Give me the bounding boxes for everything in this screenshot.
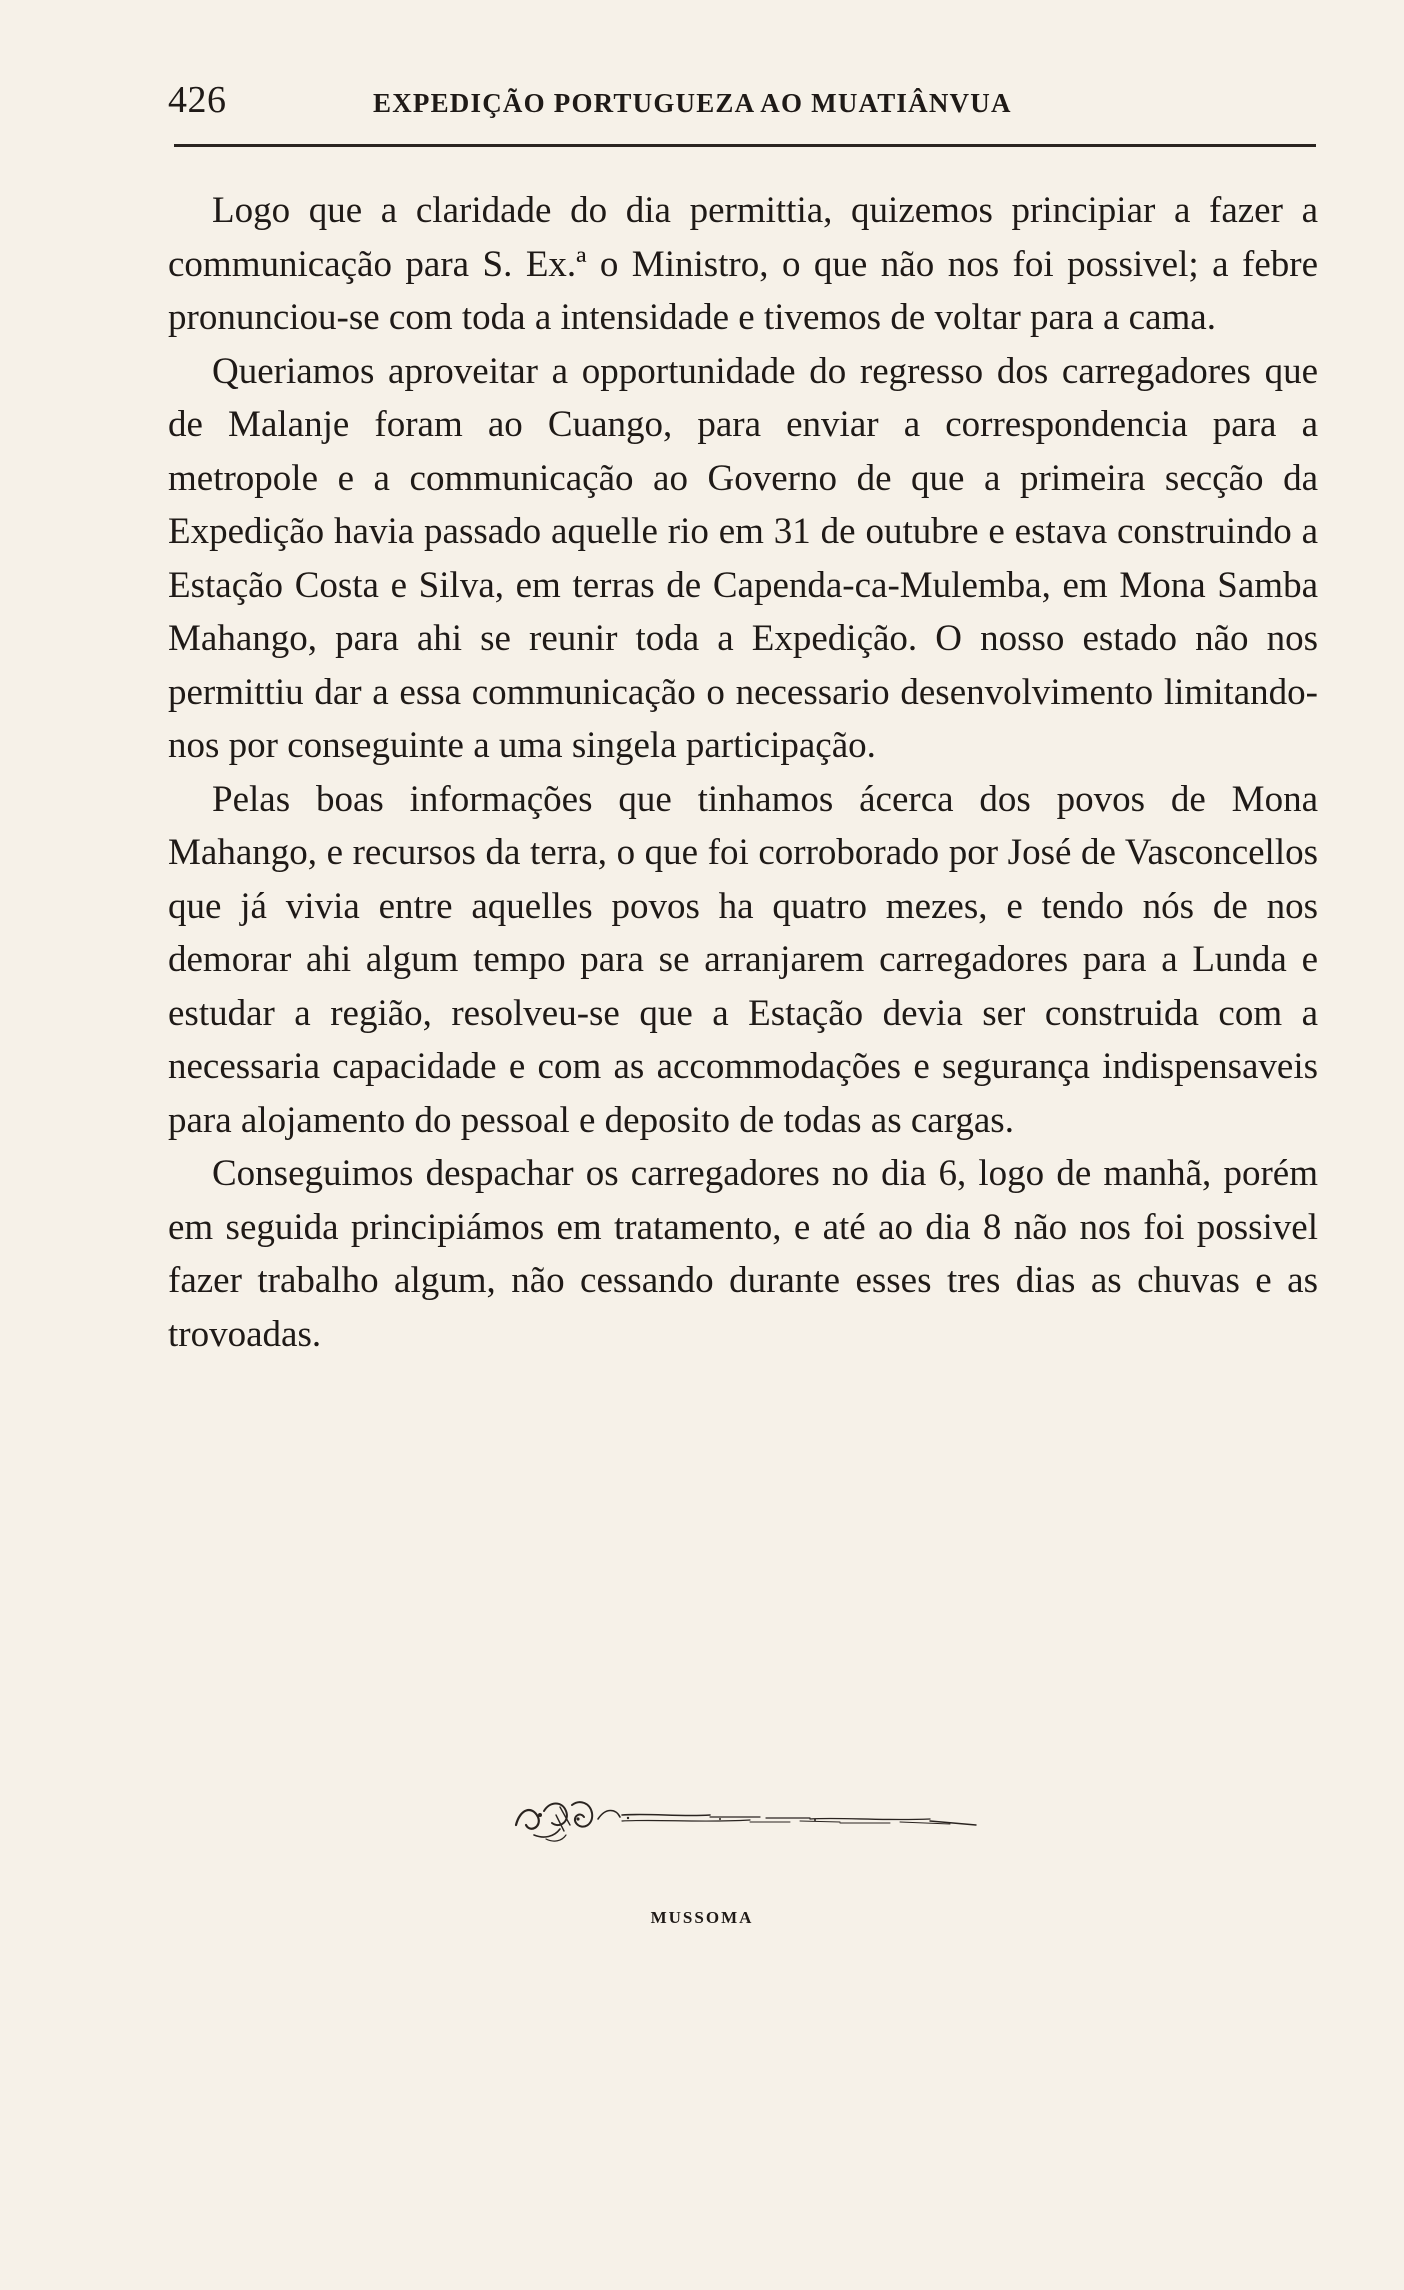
illustration-caption: MUSSOMA	[650, 1908, 754, 1927]
page-header	[168, 78, 1318, 128]
paragraph: Conseguimos despachar os carregadores no dia 6, logo de manhã, porém em seguida principiámos em tratamento, e até ao dia 8 não nos foi possivel fazer trabalho algum, não cessando durante esses tres dias as chuvas e as trovoadas.	[168, 1153, 1318, 1355]
paragraph: Queriamos aproveitar a opportunidade do regresso dos carregadores que de Malanje foram ao Cuango, para enviar a correspondencia para a metropole e a communicação ao Governo de que a primeira secção da Expedição havia passado aquelle rio em 31 de outubre e estava construindo a Estação Costa e Silva, em terras de Capenda-ca-Mulemba, em Mona Samba Mahango, para ahi se reunir toda a Expedição. O nosso estado não nos permittiu dar a essa communicação o necessario desenvolvimento limitando-nos por conseguinte a uma singela participação.	[168, 350, 1318, 766]
paragraph: Logo que a claridade do dia permittia, quizemos principiar a fazer a communicação para S. Ex.ª o Ministro, o que não nos foi possivel; a febre pronunciou-se com toda a intensidade e tivemos de voltar para a cama.	[168, 190, 1318, 338]
paragraph: Pelas boas informações que tinhamos ácerca dos povos de Mona Mahango, e recursos da terra, o que foi corroborado por José de Vasconcellos que já vivia entre aquelles povos ha quatro mezes, e tendo nós de nos demorar ahi algum tempo para se arranjarem carregadores para a Lunda e estudar a região, resolveu-se que a Estação devia ser construida com a necessaria capacidade e com as accommodações e segurança indispensaveis para alojamento do pessoal e deposito de todas as cargas.	[168, 778, 1318, 1141]
engraved-tailpiece-ornament-icon	[510, 1795, 982, 1845]
header-rule	[174, 144, 1316, 147]
page-number: 426	[168, 79, 227, 121]
body-text	[168, 184, 1318, 1361]
running-title: EXPEDIÇÃO PORTUGUEZA AO MUATIÂNVUA	[373, 88, 1012, 118]
